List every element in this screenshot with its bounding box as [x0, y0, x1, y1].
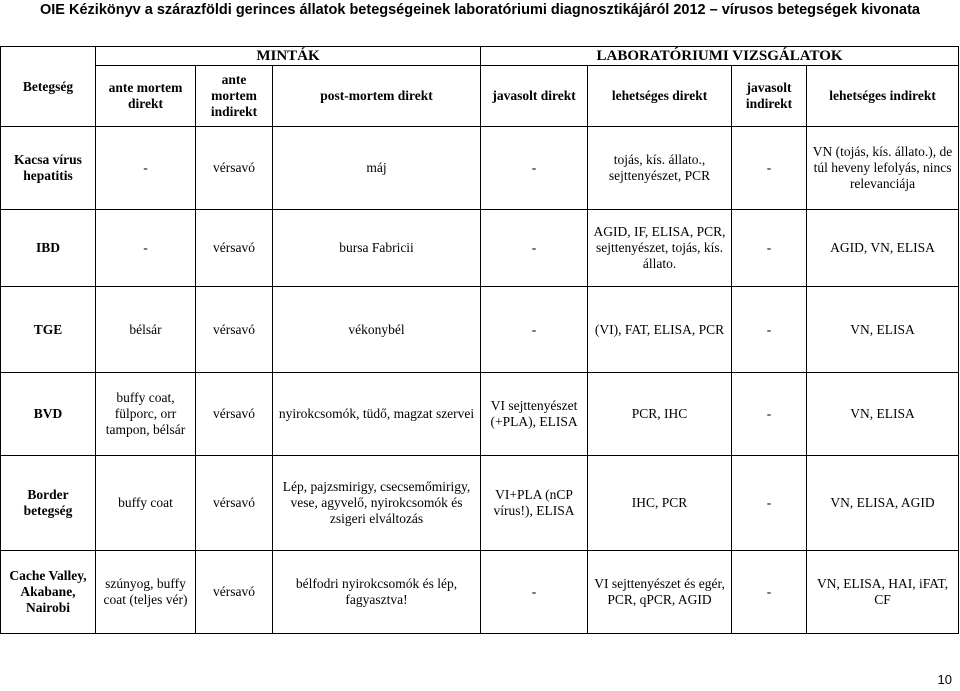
possible-indirect-cell: VN, ELISA, AGID — [807, 456, 959, 551]
suggested-indirect-cell: - — [732, 210, 807, 287]
antemortem-indirect-cell: vérsavó — [196, 127, 273, 210]
table-row — [1, 127, 959, 210]
suggested-indirect-cell: - — [732, 456, 807, 551]
possible-direct-cell: PCR, IHC — [588, 373, 732, 456]
header-antemortem-direct: ante mortem direkt — [96, 66, 196, 127]
antemortem-direct-cell: buffy coat — [96, 456, 196, 551]
possible-indirect-cell: VN, ELISA, HAI, iFAT, CF — [807, 551, 959, 634]
table-row — [1, 551, 959, 634]
suggested-indirect-cell: - — [732, 551, 807, 634]
possible-direct-cell: VI sejttenyészet és egér, PCR, qPCR, AGID — [588, 551, 732, 634]
table-row — [1, 210, 959, 287]
page-number: 10 — [937, 672, 952, 687]
postmortem-direct-cell: bélfodri nyirokcsomók és lép, fagyasztva! — [273, 551, 481, 634]
header-suggested-indirect: javasolt indirekt — [732, 66, 807, 127]
table-row — [1, 373, 959, 456]
disease-cell: Border betegség — [1, 456, 96, 551]
suggested-direct-cell: - — [481, 210, 588, 287]
possible-direct-cell: tojás, kís. állato., sejttenyészet, PCR — [588, 127, 732, 210]
disease-cell: IBD — [1, 210, 96, 287]
suggested-direct-cell: VI sejttenyészet (+PLA), ELISA — [481, 373, 588, 456]
page-title: OIE Kézikönyv a szárazföldi gerinces állatok betegségeinek laboratóriumi diagnosztikájáról 2012 – vírusos betegségek kivonata — [40, 2, 920, 18]
header-samples-group: MINTÁK — [96, 47, 481, 66]
header-row-columns — [1, 66, 959, 127]
possible-direct-cell: AGID, IF, ELISA, PCR, sejttenyészet, tojás, kís. állato. — [588, 210, 732, 287]
suggested-direct-cell: - — [481, 287, 588, 373]
possible-indirect-cell: VN, ELISA — [807, 287, 959, 373]
header-postmortem-direct: post-mortem direkt — [273, 66, 481, 127]
postmortem-direct-cell: Lép, pajzsmirigy, csecsemőmirigy, vese, agyvelő, nyirokcsomók és zsigeri elváltozás — [273, 456, 481, 551]
antemortem-direct-cell: szúnyog, buffy coat (teljes vér) — [96, 551, 196, 634]
header-lab-group: LABORATÓRIUMI VIZSGÁLATOK — [481, 47, 959, 66]
antemortem-indirect-cell: vérsavó — [196, 373, 273, 456]
suggested-direct-cell: - — [481, 551, 588, 634]
possible-indirect-cell: AGID, VN, ELISA — [807, 210, 959, 287]
disease-cell: BVD — [1, 373, 96, 456]
disease-cell: TGE — [1, 287, 96, 373]
disease-cell: Kacsa vírus hepatitis — [1, 127, 96, 210]
suggested-indirect-cell: - — [732, 373, 807, 456]
disease-cell: Cache Valley, Akabane, Nairobi — [1, 551, 96, 634]
suggested-direct-cell: VI+PLA (nCP vírus!), ELISA — [481, 456, 588, 551]
header-possible-direct: lehetséges direkt — [588, 66, 732, 127]
header-antemortem-indirect: ante mortem indirekt — [196, 66, 273, 127]
antemortem-indirect-cell: vérsavó — [196, 210, 273, 287]
table-row — [1, 287, 959, 373]
antemortem-direct-cell: buffy coat, fülporc, orr tampon, bélsár — [96, 373, 196, 456]
postmortem-direct-cell: vékonybél — [273, 287, 481, 373]
header-suggested-direct: javasolt direkt — [481, 66, 588, 127]
antemortem-direct-cell: - — [96, 210, 196, 287]
possible-direct-cell: (VI), FAT, ELISA, PCR — [588, 287, 732, 373]
possible-indirect-cell: VN (tojás, kís. állato.), de túl heveny lefolyás, nincs relevanciája — [807, 127, 959, 210]
antemortem-indirect-cell: vérsavó — [196, 456, 273, 551]
suggested-indirect-cell: - — [732, 127, 807, 210]
postmortem-direct-cell: nyirokcsomók, tüdő, magzat szervei — [273, 373, 481, 456]
antemortem-indirect-cell: vérsavó — [196, 287, 273, 373]
header-disease: Betegség — [1, 47, 96, 127]
possible-direct-cell: IHC, PCR — [588, 456, 732, 551]
suggested-indirect-cell: - — [732, 287, 807, 373]
possible-indirect-cell: VN, ELISA — [807, 373, 959, 456]
table-row — [1, 456, 959, 551]
suggested-direct-cell: - — [481, 127, 588, 210]
postmortem-direct-cell: máj — [273, 127, 481, 210]
header-possible-indirect: lehetséges indirekt — [807, 66, 959, 127]
antemortem-indirect-cell: vérsavó — [196, 551, 273, 634]
postmortem-direct-cell: bursa Fabricii — [273, 210, 481, 287]
antemortem-direct-cell: bélsár — [96, 287, 196, 373]
diagnostics-table — [0, 46, 959, 634]
antemortem-direct-cell: - — [96, 127, 196, 210]
header-row-groups — [1, 47, 959, 66]
